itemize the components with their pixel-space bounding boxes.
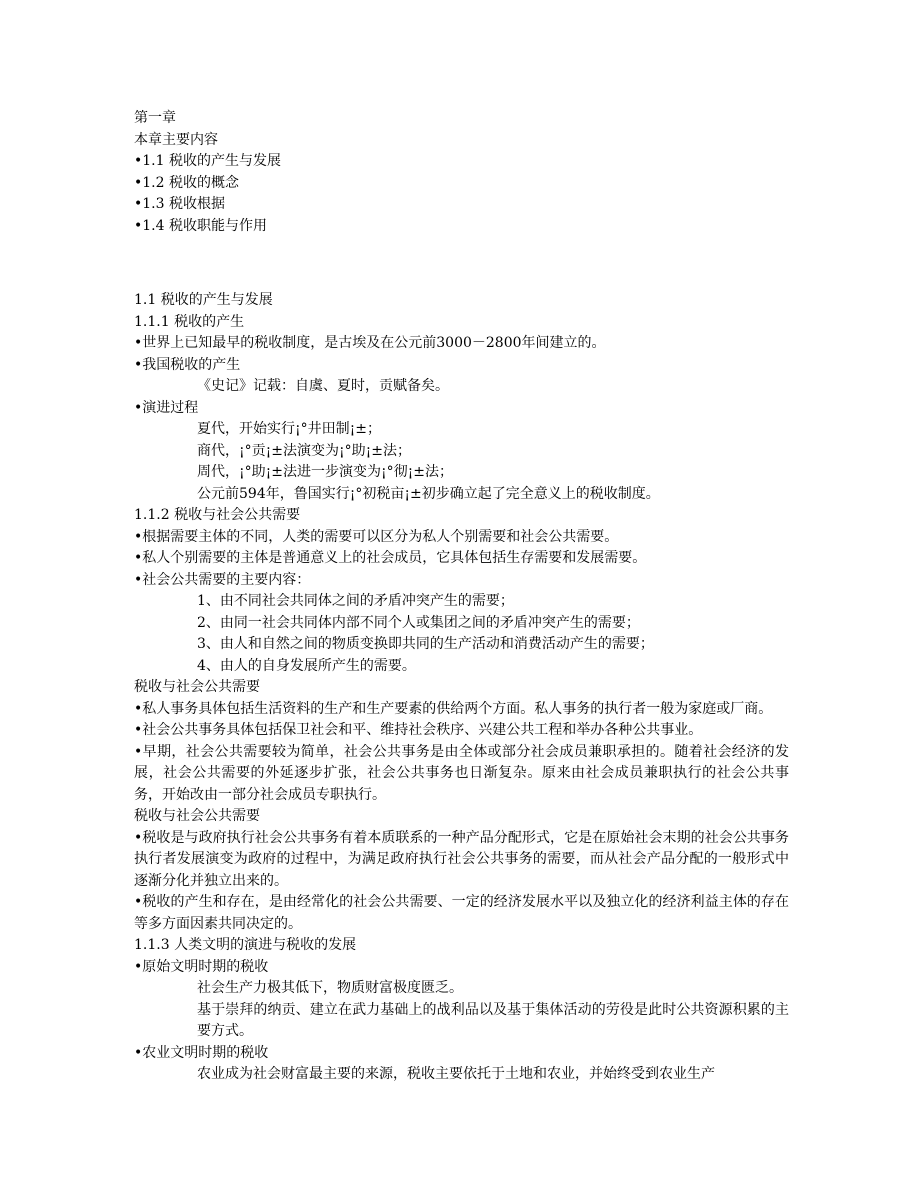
bullet-item: • 根据需要主体的不同，人类的需要可以区分为私人个别需要和社会公共需要。: [134, 527, 789, 549]
subsection-heading: 1.1.1 税收的产生: [134, 313, 245, 330]
subsection-heading: 1.1.3 人类文明的演进与税收的发展: [134, 937, 357, 953]
need-item: 1、由不同社会共同体之间的矛盾冲突产生的需要；: [197, 593, 514, 609]
toc-item: • 1.1 税收的产生与发展: [134, 151, 789, 173]
chapter-title: 第一章: [134, 110, 176, 126]
need-item: 4、由人的自身发展所产生的需要。: [197, 657, 416, 674]
bullet-item: • 社会公共需要的主要内容：: [134, 570, 789, 592]
toc-item: • 1.2 税收的概念: [134, 173, 789, 195]
bullet-paragraph: • 税收是与政府执行社会公共事务有着本质联系的一种产品分配形式，它是在原始社会末期的社会公共事务执行者发展演变为政府的过程中，为满足政府执行社会公共事务的需要，而从社会产品分配的一般形式中逐渐分化并独立出来的。: [134, 828, 789, 893]
need-item: 3、由人和自然之间的物质变换即共同的生产活动和消费活动产生的需要；: [197, 636, 654, 652]
contents-heading: 本章主要内容: [134, 131, 218, 148]
subsection-heading: 1.1.2 税收与社会公共需要: [134, 507, 301, 523]
topic-heading: 税收与社会公共需要: [134, 679, 260, 695]
bullet-item: • 原始文明时期的税收: [134, 957, 789, 979]
bullet-paragraph: • 税收的产生和存在，是由经常化的社会公共需要、一定的经济发展水平以及独立化的经济利益主体的存在等多方面因素共同决定的。: [134, 892, 789, 935]
evolution-line: 商代，¡°贡¡±法演变为¡°助¡±法；: [197, 442, 411, 459]
bullet-item: • 世界上已知最早的税收制度，是古埃及在公元前3000－2800年间建立的。: [134, 333, 789, 355]
bullet-item: • 演进过程: [134, 398, 789, 420]
bullet-item: • 私人个别需要的主体是普通意义上的社会成员，它具体包括生存需要和发展需要。: [134, 548, 789, 570]
document-page: [134, 108, 789, 1086]
bullet-paragraph: • 早期，社会公共需要较为简单，社会公共事务是由全体或部分社会成员兼职承担的。随着社会经济的发展，社会公共需要的外延逐步扩张，社会公共事务也日渐复杂。原来由社会成员兼职执行的社会公共事务，开始改由一部分社会成员专职执行。: [134, 742, 789, 807]
toc-item: • 1.4 税收职能与作用: [134, 216, 789, 238]
need-item: 2、由同一社会共同体内部不同个人或集团之间的矛盾冲突产生的需要；: [197, 614, 640, 631]
indented-line: 农业成为社会财富最主要的来源，税收主要依托于土地和农业，并始终受到农业生产: [197, 1066, 715, 1082]
evolution-line: 周代，¡°助¡±法进一步演变为¡°彻¡±法；: [197, 464, 453, 480]
section-heading: 1.1 税收的产生与发展: [134, 292, 273, 308]
toc-item: • 1.3 税收根据: [134, 194, 789, 216]
evolution-line: 夏代，开始实行¡°井田制¡±；: [197, 421, 381, 437]
bullet-item: • 我国税收的产生: [134, 355, 789, 377]
indented-line: 社会生产力极其低下，物质财富极度匮乏。: [197, 980, 463, 996]
indented-paragraph: 基于崇拜的纳贡、建立在武力基础上的战利品以及基于集体活动的劳役是此时公共资源积累的主要方式。: [197, 1001, 789, 1039]
indented-line: 《史记》记载：自虞、夏时，贡赋备矣。: [197, 378, 449, 394]
evolution-line: 公元前594年，鲁国实行¡°初税亩¡±初步确立起了完全意义上的税收制度。: [197, 485, 660, 502]
topic-heading: 税收与社会公共需要: [134, 808, 260, 824]
bullet-item: • 社会公共事务具体包括保卫社会和平、维持社会秩序、兴建公共工程和举办各种公共事业。: [134, 720, 789, 742]
bullet-item: • 农业文明时期的税收: [134, 1043, 789, 1065]
bullet-paragraph: • 私人事务具体包括生活资料的生产和生产要素的供给两个方面。私人事务的执行者一般为家庭或厂商。: [134, 699, 789, 721]
section-gap: [134, 237, 789, 290]
